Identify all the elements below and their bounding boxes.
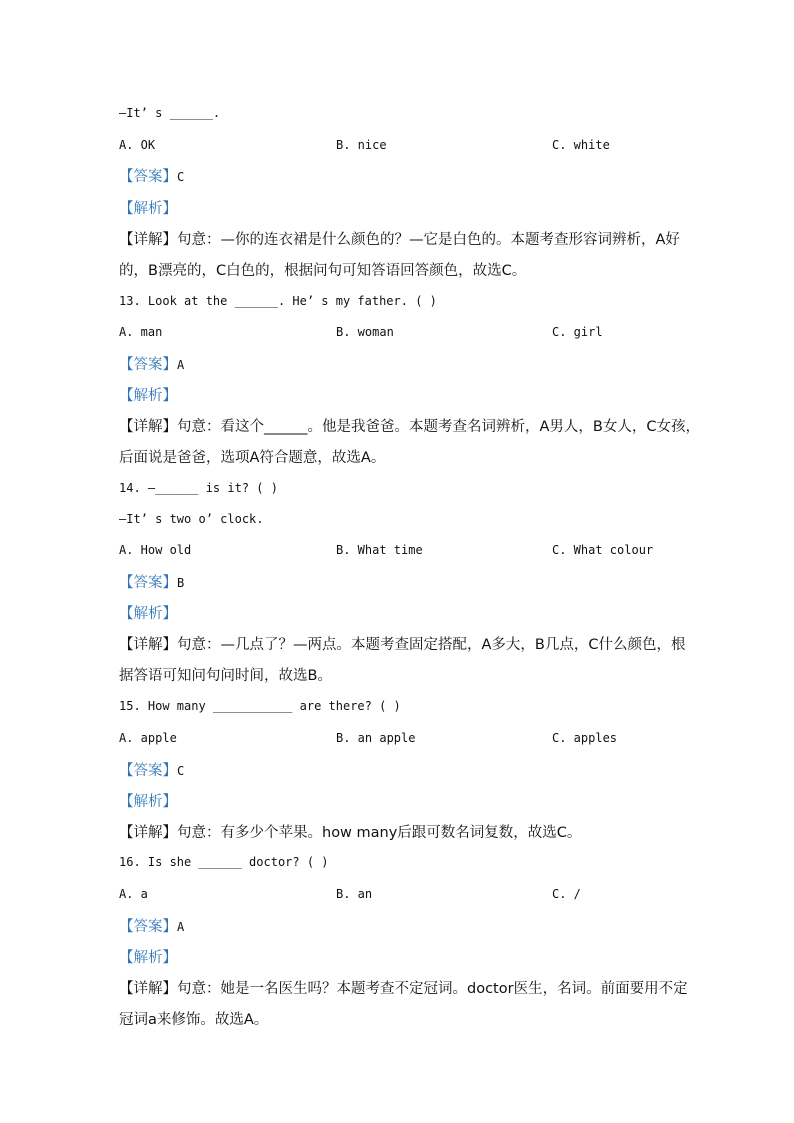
q15-question: 15. How many ___________ are there? ( ) (119, 699, 401, 713)
q13-option-c: C. girl (552, 325, 603, 339)
q14-option-a: A. How old (119, 543, 192, 557)
analysis-tag: 【解析】 (119, 794, 177, 810)
q16-option-a: A. a (119, 887, 148, 901)
q15-analysis (119, 790, 177, 811)
analysis-tag: 【解析】 (119, 950, 177, 966)
q14-detail-1 (119, 633, 686, 654)
q15-option-a: A. apple (119, 731, 177, 745)
q16-answer (119, 915, 184, 936)
detail-tag: 【详解】 (119, 825, 177, 841)
q16-detail-text-1: 句意：她是一名医生吗？本题考查不定冠词。doctor医生，名词。前面要用不定 (177, 981, 688, 997)
q14-detail-2: 据答语可知问句问时间，故选B。 (119, 668, 332, 684)
q16-analysis (119, 946, 177, 967)
q15-option-c: C. apples (552, 731, 618, 745)
q12-detail-1 (119, 228, 680, 249)
q16-option-c: C. / (552, 887, 581, 901)
q13-option-a: A. man (119, 325, 163, 339)
q14-detail-text-1: 句意：—几点了？—两点。本题考查固定搭配，A多大，B几点，C什么颜色，根 (177, 637, 686, 653)
q12-option-a: A. OK (119, 138, 156, 152)
detail-tag: 【详解】 (119, 419, 177, 435)
q16-option-b: B. an (336, 887, 373, 901)
answer-tag: 【答案】 (119, 763, 177, 779)
q12-detail-text-1: 句意：—你的连衣裙是什么颜色的？—它是白色的。本题考查形容词辨析，A好 (177, 232, 680, 248)
q12-answer-line: —It’ s ______. (119, 106, 221, 120)
q13-detail-2: 后面说是爸爸，选项A符合题意，故选A。 (119, 450, 386, 466)
q15-option-b: B. an apple (336, 731, 416, 745)
q12-answer (119, 165, 184, 186)
q13-analysis (119, 384, 177, 405)
q13-detail-text-1: 句意：看这个______。他是我爸爸。本题考查名词辨析，A男人，B女人，C女孩， (177, 419, 700, 435)
q12-option-c: C. white (552, 138, 610, 152)
q13-option-b: B. woman (336, 325, 394, 339)
q13-detail-1 (119, 415, 700, 436)
analysis-tag: 【解析】 (119, 606, 177, 622)
answer-tag: 【答案】 (119, 919, 177, 935)
q14-option-c: C. What colour (552, 543, 654, 557)
q13-answer-value: A (177, 358, 185, 372)
q12-answer-value: C (177, 170, 185, 184)
q15-detail-text-1: 句意：有多少个苹果。how many后跟可数名词复数，故选C。 (177, 825, 582, 841)
analysis-tag: 【解析】 (119, 201, 177, 217)
q14-answer-line: —It’ s two o’ clock. (119, 512, 264, 526)
q14-question: 14. —______ is it? ( ) (119, 481, 278, 495)
detail-tag: 【详解】 (119, 981, 177, 997)
q14-answer-value: B (177, 576, 185, 590)
q14-option-b: B. What time (336, 543, 423, 557)
q14-analysis (119, 602, 177, 623)
q13-question: 13. Look at the ______. He’ s my father. ( ) (119, 294, 437, 308)
q12-option-b: B. nice (336, 138, 387, 152)
q13-answer (119, 353, 184, 374)
q16-detail-1 (119, 977, 688, 998)
q12-detail-2: 的，B漂亮的，C白色的，根据问句可知答语回答颜色，故选C。 (119, 263, 527, 279)
q15-answer-value: C (177, 764, 185, 778)
analysis-tag: 【解析】 (119, 388, 177, 404)
answer-tag: 【答案】 (119, 357, 177, 373)
q12-analysis (119, 197, 177, 218)
detail-tag: 【详解】 (119, 637, 177, 653)
q14-answer (119, 571, 184, 592)
q16-question: 16. Is she ______ doctor? ( ) (119, 855, 329, 869)
q16-answer-value: A (177, 920, 185, 934)
q16-detail-2: 冠词a来修饰。故选A。 (119, 1012, 269, 1028)
q15-answer (119, 759, 184, 780)
q15-detail-1 (119, 821, 581, 842)
answer-tag: 【答案】 (119, 169, 177, 185)
detail-tag: 【详解】 (119, 232, 177, 248)
answer-tag: 【答案】 (119, 575, 177, 591)
